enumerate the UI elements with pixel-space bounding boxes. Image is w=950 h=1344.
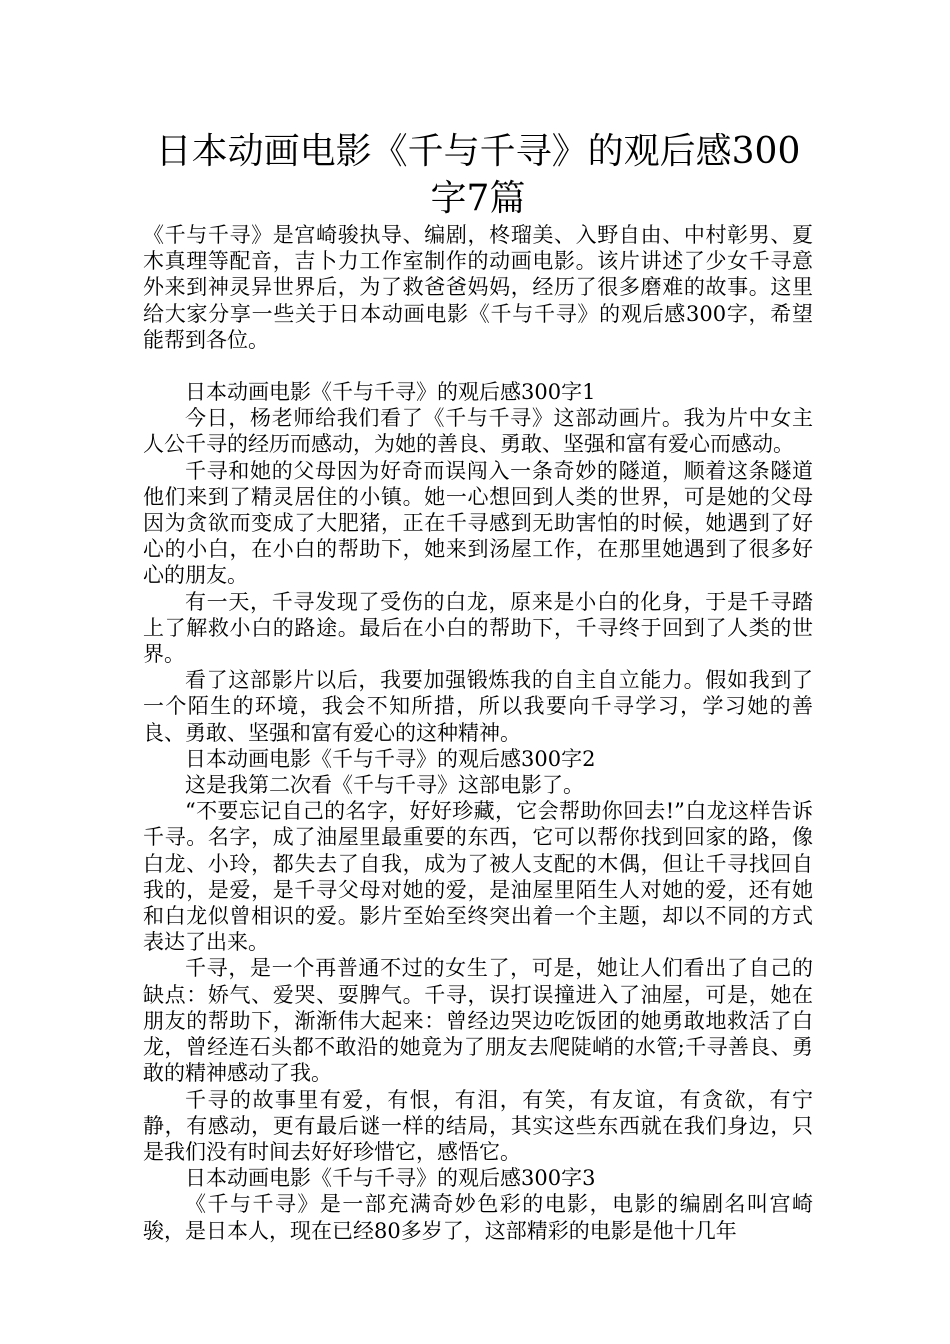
intro-paragraph: 《千与千寻》是宫崎骏执导、编剧，柊瑠美、入野自由、中村彰男、夏木真理等配音，吉卜力工作室制作的动画电影。该片讲述了少女千寻意外来到神灵异世界后，为了救爸爸妈妈，经历了很多磨难的故事。这里给大家分享一些关于日本动画电影《千与千寻》的观后感300字，希望能帮到各位。 [143,223,813,352]
title-line-1: 日本动画电影《千与千寻》的观后感300 [155,131,801,172]
section-heading-1: 日本动画电影《千与千寻》的观后感300字1 [185,380,596,405]
paragraph: 看了这部影片以后，我要加强锻炼我的自主自立能力。假如我到了一个陌生的环境，我会不知所措，所以我要向千寻学习，学习她的善良、勇敢、坚强和富有爱心的这种精神。 [143,668,813,745]
section-heading-3: 日本动画电影《千与千寻》的观后感300字3 [185,1166,596,1191]
paragraph: “不要忘记自己的名字，好好珍藏，它会帮助你回去!”白龙这样告诉千寻。名字，成了油屋里最重要的东西，它可以帮你找到回家的路，像白龙、小玲，都失去了自我，成为了被人支配的木偶，但让千寻找回自我的，是爱，是千寻父母对她的爱，是油屋里陌生人对她的爱，还有她和白龙似曾相识的爱。影片至始至终突出着一个主题，却以不同的方式表达了出来。 [143,799,813,955]
paragraph: 千寻，是一个再普通不过的女生了，可是，她让人们看出了自己的缺点：娇气、爱哭、耍脾气。千寻，误打误撞进入了油屋，可是，她在朋友的帮助下，渐渐伟大起来：曾经边哭边吃饭团的她勇敢地救活了白龙，曾经连石头都不敢沿的她竟为了朋友去爬陡峭的水管;千寻善良、勇敢的精神感动了我。 [143,956,813,1086]
document-body [143,222,813,1244]
section-heading-2: 日本动画电影《千与千寻》的观后感300字2 [185,746,596,771]
document-title [143,128,813,222]
paragraph: 这是我第二次看《千与千寻》这部电影了。 [185,773,584,798]
paragraph: 千寻和她的父母因为好奇而误闯入一条奇妙的隧道，顺着这条隧道他们来到了精灵居住的小镇。她一心想回到人类的世界，可是她的父母因为贪欲而变成了大肥猪，正在千寻感到无助害怕的时候，她遇到了好心的小白，在小白的帮助下，她来到汤屋工作，在那里她遇到了很多好心的朋友。 [143,458,813,588]
paragraph: 今日，杨老师给我们看了《千与千寻》这部动画片。我为片中女主人公千寻的经历而感动，为她的善良、勇敢、坚强和富有爱心而感动。 [143,406,813,457]
paragraph: 有一天，千寻发现了受伤的白龙，原来是小白的化身，于是千寻踏上了解救小白的路途。最后在小白的帮助下，千寻终于回到了人类的世界。 [143,589,813,667]
blank-line [143,353,813,379]
title-line-2: 字7篇 [430,178,526,219]
paragraph: 《千与千寻》是一部充满奇妙色彩的电影，电影的编剧名叫宫崎骏，是日本人，现在已经80多岁了，这部精彩的电影是他十几年 [143,1192,813,1243]
paragraph: 千寻的故事里有爱，有恨，有泪，有笑，有友谊，有贪欲，有宁静，有感动，更有最后谜一样的结局，其实这些东西就在我们身边，只是我们没有时间去好好珍惜它，感悟它。 [143,1087,813,1164]
document-page [143,128,813,1244]
